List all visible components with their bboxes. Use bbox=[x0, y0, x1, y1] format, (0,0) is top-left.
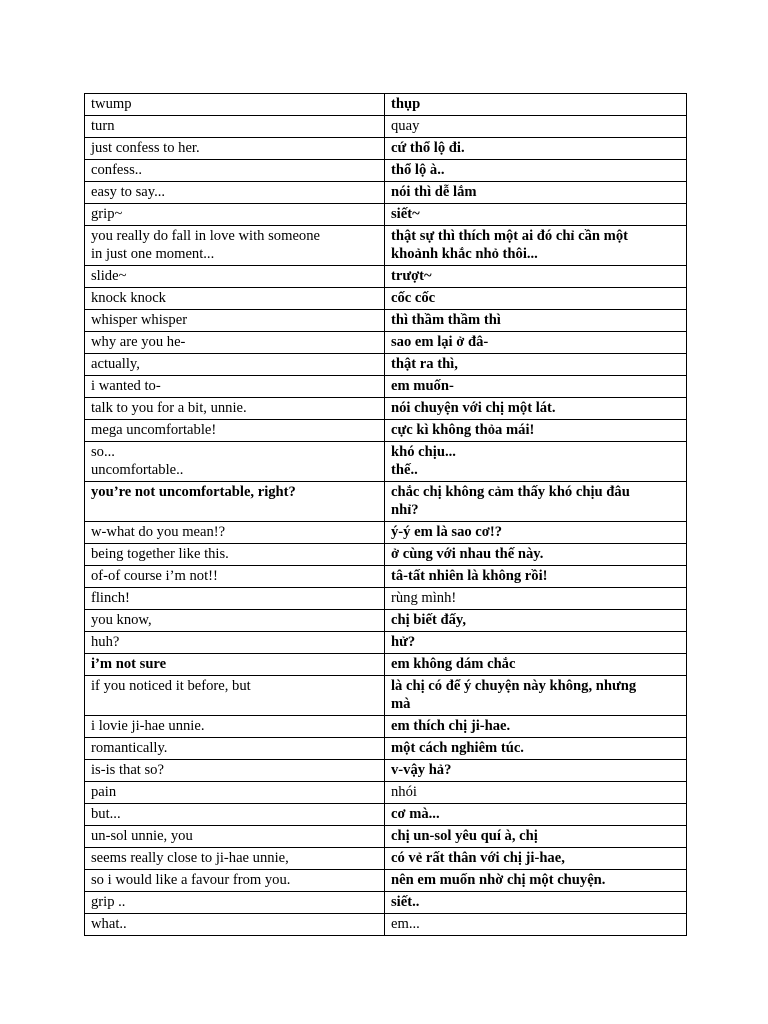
vietnamese-cell: v-vậy hả? bbox=[385, 760, 687, 782]
english-cell: if you noticed it before, but bbox=[85, 676, 385, 716]
table-row bbox=[85, 94, 687, 116]
table-row bbox=[85, 420, 687, 442]
vietnamese-cell: siết.. bbox=[385, 892, 687, 914]
table-row bbox=[85, 288, 687, 310]
table-row bbox=[85, 204, 687, 226]
table-row bbox=[85, 116, 687, 138]
vietnamese-cell: có vẻ rất thân với chị ji-hae, bbox=[385, 848, 687, 870]
english-cell: i wanted to- bbox=[85, 376, 385, 398]
vietnamese-cell: nên em muốn nhờ chị một chuyện. bbox=[385, 870, 687, 892]
vietnamese-cell: chị biết đấy, bbox=[385, 610, 687, 632]
table-row bbox=[85, 398, 687, 420]
english-cell: being together like this. bbox=[85, 544, 385, 566]
vietnamese-cell: em muốn- bbox=[385, 376, 687, 398]
english-cell: grip .. bbox=[85, 892, 385, 914]
vietnamese-cell: em thích chị ji-hae. bbox=[385, 716, 687, 738]
english-cell: why are you he- bbox=[85, 332, 385, 354]
table-row bbox=[85, 914, 687, 936]
table-row bbox=[85, 266, 687, 288]
table-row bbox=[85, 482, 687, 522]
vietnamese-cell: em không dám chắc bbox=[385, 654, 687, 676]
vietnamese-cell: thật ra thì, bbox=[385, 354, 687, 376]
english-cell: just confess to her. bbox=[85, 138, 385, 160]
english-cell: talk to you for a bit, unnie. bbox=[85, 398, 385, 420]
english-cell: grip~ bbox=[85, 204, 385, 226]
vietnamese-cell: rùng mình! bbox=[385, 588, 687, 610]
table-row bbox=[85, 782, 687, 804]
english-cell: twump bbox=[85, 94, 385, 116]
table-row bbox=[85, 738, 687, 760]
english-cell: turn bbox=[85, 116, 385, 138]
translation-table-body bbox=[85, 94, 687, 936]
english-cell: seems really close to ji-hae unnie, bbox=[85, 848, 385, 870]
english-cell: you know, bbox=[85, 610, 385, 632]
table-row bbox=[85, 588, 687, 610]
english-cell: actually, bbox=[85, 354, 385, 376]
table-row bbox=[85, 522, 687, 544]
table-row bbox=[85, 138, 687, 160]
table-row bbox=[85, 160, 687, 182]
table-row bbox=[85, 654, 687, 676]
english-cell: is-is that so? bbox=[85, 760, 385, 782]
vietnamese-cell: siết~ bbox=[385, 204, 687, 226]
vietnamese-cell: là chị có để ý chuyện này không, nhưng mà bbox=[385, 676, 687, 716]
english-cell: flinch! bbox=[85, 588, 385, 610]
english-cell: you’re not uncomfortable, right? bbox=[85, 482, 385, 522]
english-cell: so i would like a favour from you. bbox=[85, 870, 385, 892]
vietnamese-cell: khó chịu... thế.. bbox=[385, 442, 687, 482]
table-row bbox=[85, 848, 687, 870]
english-cell: of-of course i’m not!! bbox=[85, 566, 385, 588]
vietnamese-cell: thì thầm thầm thì bbox=[385, 310, 687, 332]
vietnamese-cell: nhói bbox=[385, 782, 687, 804]
english-cell: pain bbox=[85, 782, 385, 804]
vietnamese-cell: cực kì không thỏa mái! bbox=[385, 420, 687, 442]
table-row bbox=[85, 354, 687, 376]
english-cell: un-sol unnie, you bbox=[85, 826, 385, 848]
vietnamese-cell: một cách nghiêm túc. bbox=[385, 738, 687, 760]
vietnamese-cell: hử? bbox=[385, 632, 687, 654]
english-cell: slide~ bbox=[85, 266, 385, 288]
english-cell: i’m not sure bbox=[85, 654, 385, 676]
table-row bbox=[85, 544, 687, 566]
english-cell: easy to say... bbox=[85, 182, 385, 204]
table-row bbox=[85, 310, 687, 332]
vietnamese-cell: cốc cốc bbox=[385, 288, 687, 310]
table-row bbox=[85, 676, 687, 716]
english-cell: i lovie ji-hae unnie. bbox=[85, 716, 385, 738]
english-cell: what.. bbox=[85, 914, 385, 936]
english-cell: w-what do you mean!? bbox=[85, 522, 385, 544]
table-row bbox=[85, 804, 687, 826]
english-cell: huh? bbox=[85, 632, 385, 654]
vietnamese-cell: nói chuyện với chị một lát. bbox=[385, 398, 687, 420]
table-row bbox=[85, 826, 687, 848]
english-cell: knock knock bbox=[85, 288, 385, 310]
table-row bbox=[85, 760, 687, 782]
table-row bbox=[85, 566, 687, 588]
vietnamese-cell: tâ-tất nhiên là không rồi! bbox=[385, 566, 687, 588]
vietnamese-cell: nói thì dễ lắm bbox=[385, 182, 687, 204]
vietnamese-cell: sao em lại ở đâ- bbox=[385, 332, 687, 354]
table-row bbox=[85, 182, 687, 204]
vietnamese-cell: chị un-sol yêu quí à, chị bbox=[385, 826, 687, 848]
english-cell: so... uncomfortable.. bbox=[85, 442, 385, 482]
english-cell: mega uncomfortable! bbox=[85, 420, 385, 442]
vietnamese-cell: thụp bbox=[385, 94, 687, 116]
table-row bbox=[85, 376, 687, 398]
translation-table bbox=[84, 93, 687, 936]
table-row bbox=[85, 226, 687, 266]
table-row bbox=[85, 632, 687, 654]
table-row bbox=[85, 332, 687, 354]
vietnamese-cell: thổ lộ à.. bbox=[385, 160, 687, 182]
table-row bbox=[85, 442, 687, 482]
vietnamese-cell: thật sự thì thích một ai đó chỉ cần một khoảnh khắc nhỏ thôi... bbox=[385, 226, 687, 266]
table-row bbox=[85, 870, 687, 892]
vietnamese-cell: quay bbox=[385, 116, 687, 138]
table-row bbox=[85, 610, 687, 632]
table-row bbox=[85, 892, 687, 914]
vietnamese-cell: ý-ý em là sao cơ!? bbox=[385, 522, 687, 544]
english-cell: romantically. bbox=[85, 738, 385, 760]
vietnamese-cell: cứ thổ lộ đi. bbox=[385, 138, 687, 160]
table-row bbox=[85, 716, 687, 738]
vietnamese-cell: em... bbox=[385, 914, 687, 936]
english-cell: but... bbox=[85, 804, 385, 826]
english-cell: whisper whisper bbox=[85, 310, 385, 332]
english-cell: you really do fall in love with someone in just one moment... bbox=[85, 226, 385, 266]
vietnamese-cell: trượt~ bbox=[385, 266, 687, 288]
vietnamese-cell: ở cùng với nhau thế này. bbox=[385, 544, 687, 566]
vietnamese-cell: chắc chị không cảm thấy khó chịu đâu nhỉ? bbox=[385, 482, 687, 522]
vietnamese-cell: cơ mà... bbox=[385, 804, 687, 826]
english-cell: confess.. bbox=[85, 160, 385, 182]
